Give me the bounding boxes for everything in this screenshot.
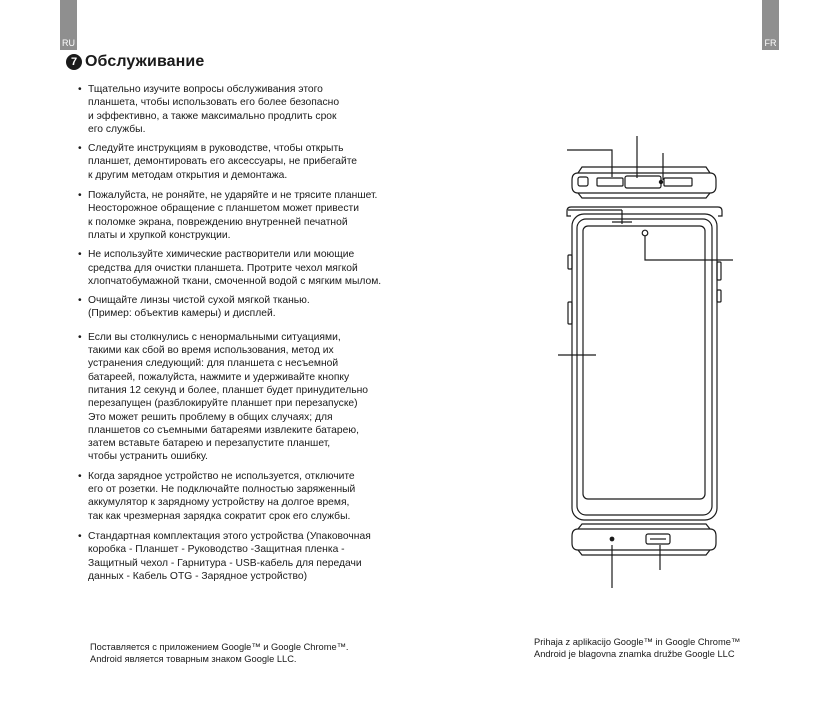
list-item: • Стандартная комплектация этого устройства (Упаковочная коробка - Планшет - Руководство -Защитная пленка - Защитный чехол - Гарнитура - USB-кабель для передачи данных - Кабель OTG - Зарядное устройство) — [78, 530, 423, 583]
language-tab-label: FR — [764, 38, 777, 48]
footer-text: Android je blagovna znamka družbe Google LLC — [534, 649, 735, 659]
footer-right — [534, 636, 740, 660]
front-camera-icon — [642, 230, 648, 236]
tablet-screen — [583, 226, 705, 499]
footer-text: Prihaja z aplikacijo Google™ in Google Chrome™ — [534, 637, 741, 647]
port-icon — [578, 177, 588, 186]
microphone-icon — [610, 537, 614, 541]
list-item: • Следуйте инструкциям в руководстве, чтобы открыть планшет, демонтировать его аксессуары, не прибегайте к другим методам открытия и демонтажа. — [78, 142, 423, 182]
footer-text: Поставляется с приложением Google™ и Google Chrome™. — [90, 642, 349, 652]
section-title: Обслуживание — [85, 53, 205, 70]
list-item: • Очищайте линзы чистой сухой мягкой тканью. (Пример: объектив камеры) и дисплей. — [78, 294, 423, 321]
list-item: • Пожалуйста, не роняйте, не ударяйте и не трясите планшет. Неосторожное обращение с планшетом может привести к поломке экрана, повреждению внутренней печатной платы и хрупкой конструкции. — [78, 189, 423, 242]
footer-text: Android является товарным знаком Google LLC. — [90, 654, 297, 664]
list-item: • Когда зарядное устройство не используется, отключите его от розетки. Не подключайте полностью заряженный аккумулятор к зарядному устройству на долгое время, так как чрезмерная зарядка сократит срок его службы. — [78, 470, 423, 523]
language-tab-label: RU — [62, 38, 75, 48]
tablet-bottom-edge-view — [572, 524, 716, 555]
list-item: • Если вы столкнулись с ненормальными ситуациями, такими как сбой во время использования, метод их устранения следующий: для планшета с несъемной батареей, пожалуйста, нажмите и удерживайте кнопку питания 12 секунд и более, планшет будет принудительно перезапущен (разблокируйте планшет при перезапуске) Это может решить проблему в общих случаях; для планшетов со съемными батареями извлеките батарею, затем вставьте батарею и перезапустите планшет, чтобы устранить ошибку. — [78, 331, 423, 464]
section-number-badge: 7 — [66, 54, 82, 70]
tablet-top-edge-view — [572, 167, 716, 198]
footer-left — [90, 641, 349, 665]
vent-icon — [664, 178, 692, 186]
card-tray-icon — [625, 176, 661, 188]
sim-slot-icon — [597, 178, 623, 186]
list-item: • Тщательно изучите вопросы обслуживания этого планшета, чтобы использовать его более безопасно и эффективно, а также максимально продлить срок его службы. — [78, 83, 423, 136]
list-item: • Не используйте химические растворители или моющие средства для очистки планшета. Протрите чехол мягкой хлопчатобумажной ткани, смоченной водой с мягким мылом. — [78, 248, 423, 288]
